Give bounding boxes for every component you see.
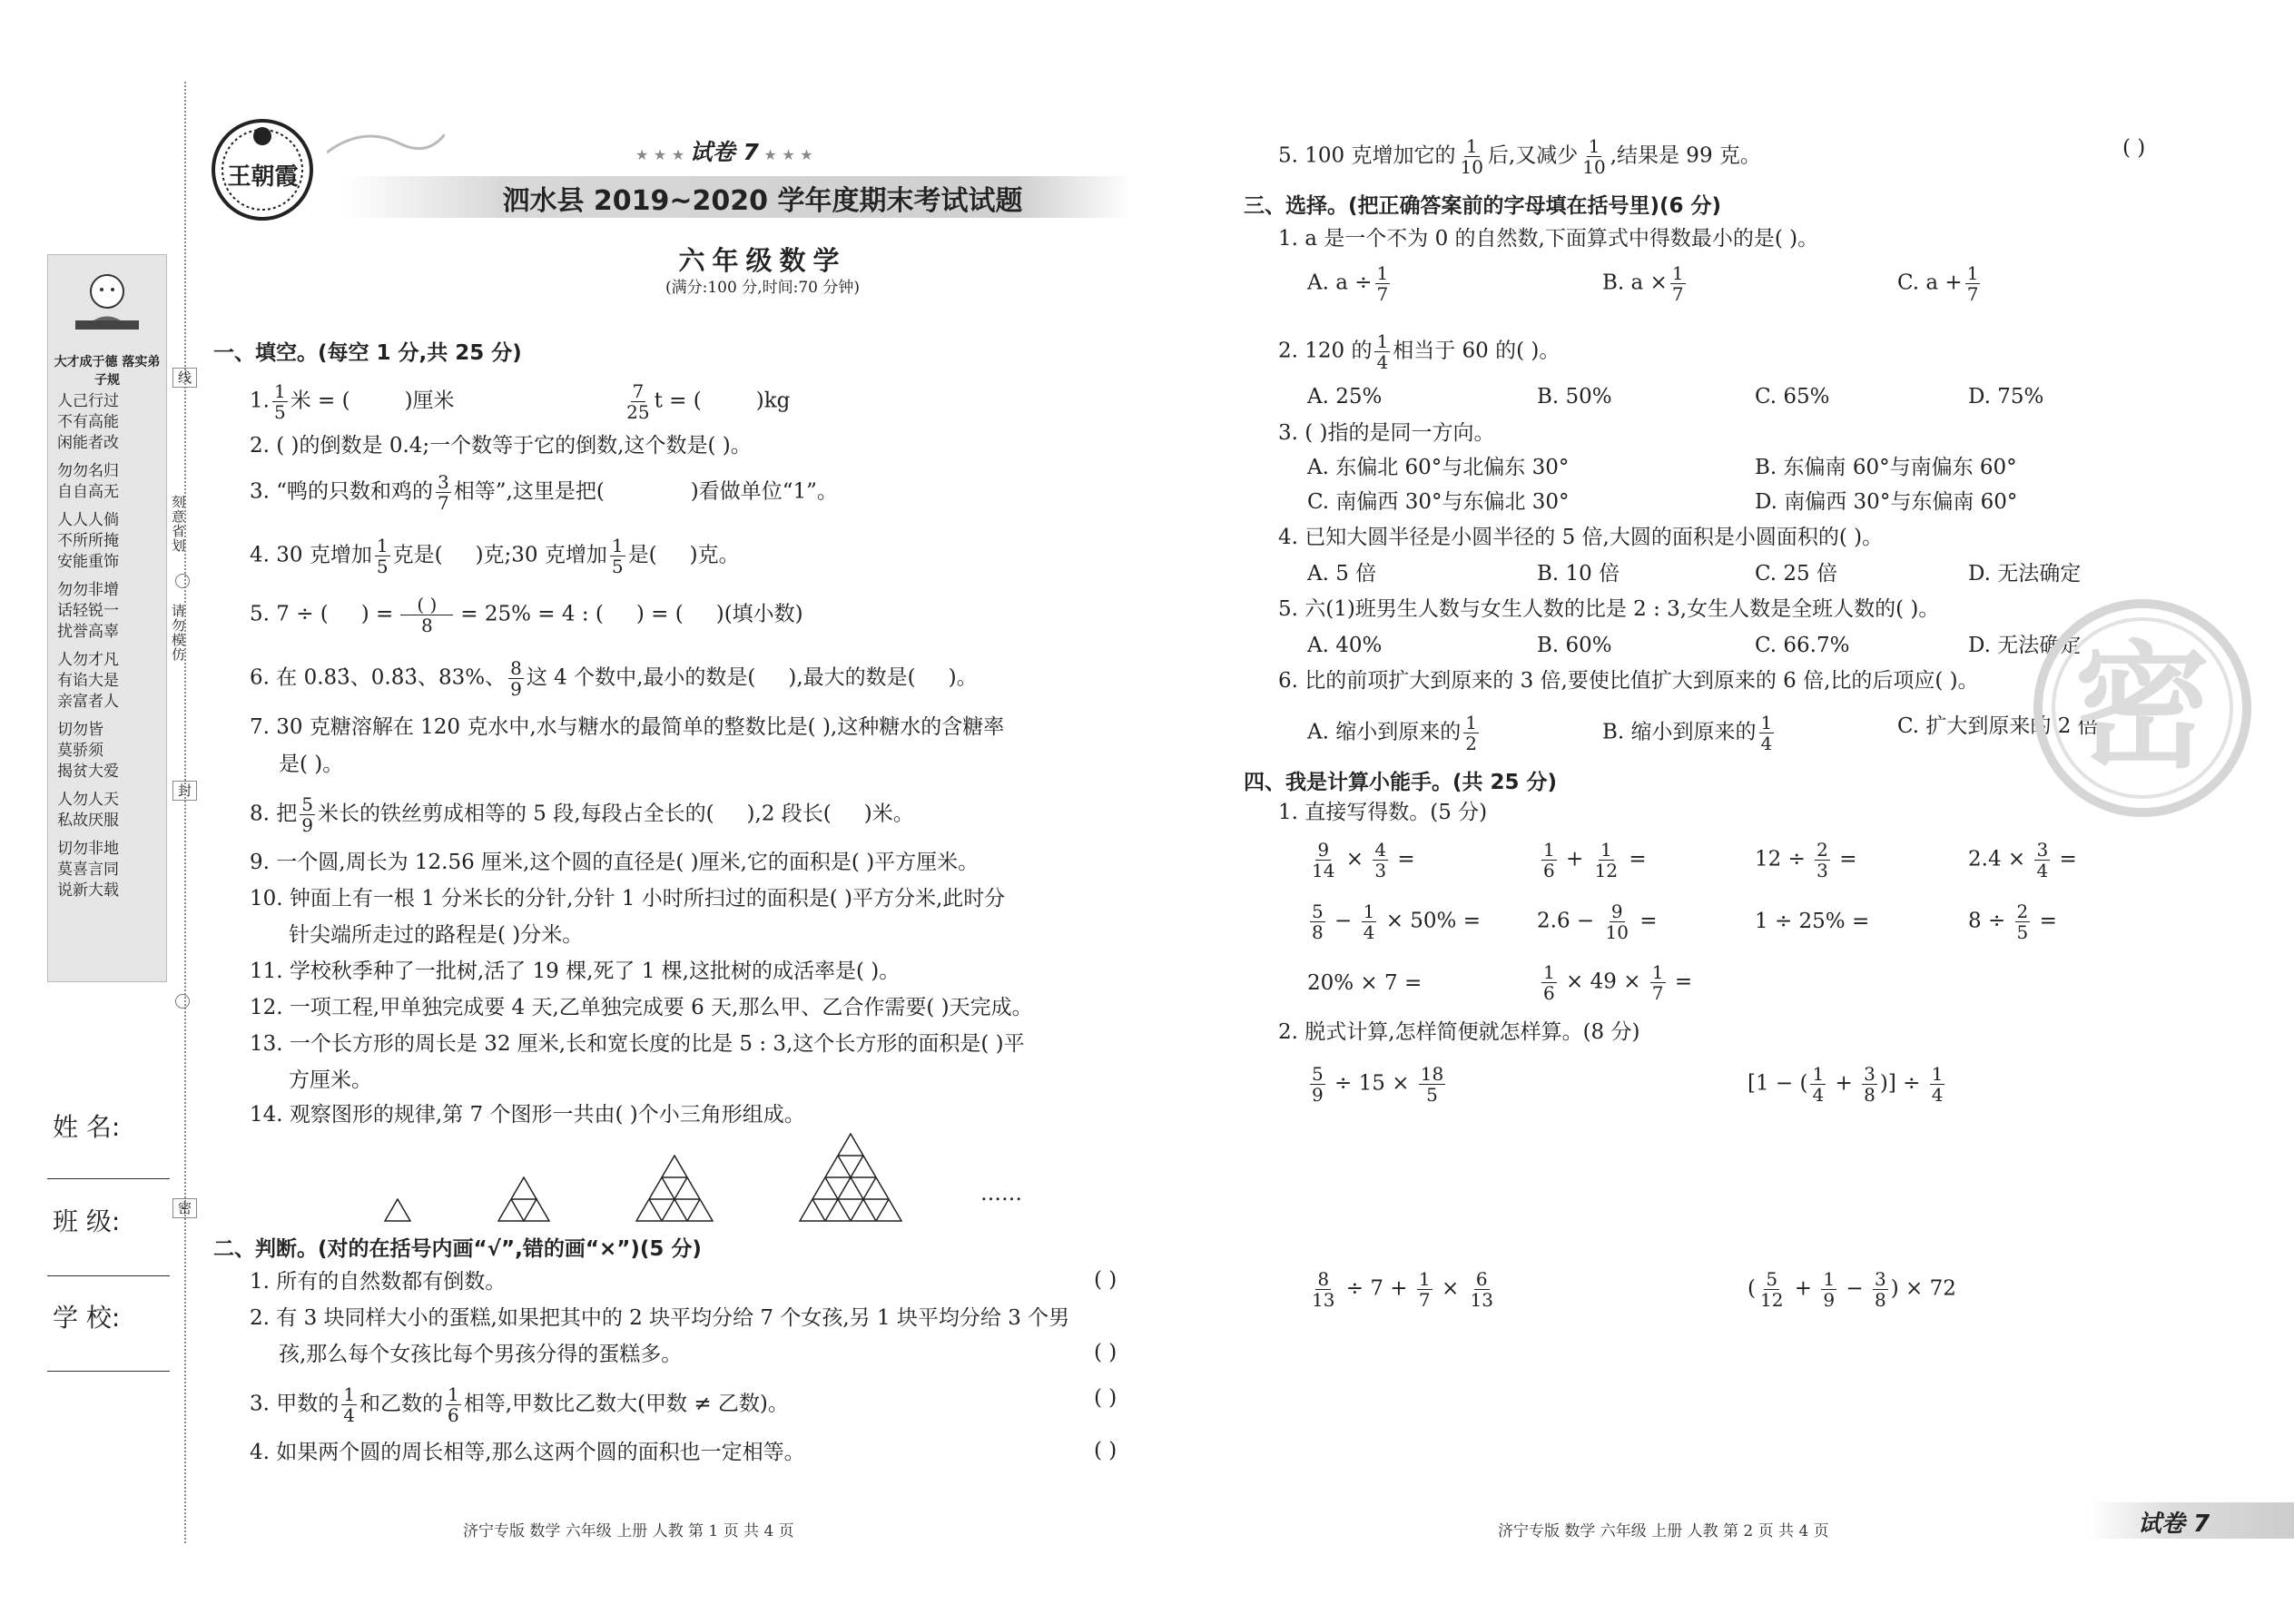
s4-sub1: 1. 直接写得数。(5 分)	[1278, 801, 1488, 824]
calc-c4: ( $\frac{5}{12}$ + $\frac{1}{9}$ − $\frac{3}{8}$ ) × 72	[1748, 1268, 1956, 1311]
s3-q4-option-c: C. 25 倍	[1755, 562, 1837, 586]
s1-q2: 2. ( )的倒数是 0.4;一个数等于它的倒数,这个数是( )。	[250, 434, 752, 458]
motto-line: 人勿才凡	[57, 651, 119, 669]
s3-q4-option-d: D. 无法确定	[1968, 562, 2082, 586]
fraction: $\frac{7}{25}$	[626, 380, 650, 423]
fraction: $\frac{1}{6}$	[1543, 961, 1555, 1004]
triangle-figure-3	[635, 1155, 714, 1222]
motto-line: 私故厌服	[57, 812, 119, 830]
calc-r2-4: 8 ÷ $\frac{2}{5}$ =	[1968, 901, 2057, 943]
motto-line: 说新大载	[57, 881, 119, 900]
s1-q5: 5. 7 ÷ ( ) = $\frac{( )}{8}$ = 25% = 4 : ( ) = ( )(填小数)	[250, 594, 803, 636]
calc-r2-2: 2.6 − $\frac{9}{10}$ =	[1537, 901, 1658, 943]
fraction: $\frac{2}{3}$	[1816, 839, 1828, 881]
s2-q1: 1. 所有的自然数都有倒数。	[250, 1270, 507, 1294]
exam-title: 泗水县 2019~2020 学年度期末考试试题	[502, 185, 1023, 217]
footer-tag: 试卷 7	[2138, 1511, 2210, 1538]
triangle-figure-4	[799, 1133, 902, 1222]
s1-q4: 4. 30 克增加 $\frac{1}{5}$ 克是( )克;30 克增加 $\frac{1}{5}$ 是( )克。	[250, 535, 740, 577]
fraction: $\frac{5}{12}$	[1759, 1268, 1784, 1311]
fraction: $\frac{1}{4}$	[1376, 330, 1389, 373]
motto-line: 揭贫大爱	[57, 763, 119, 781]
fraction: $\frac{1}{7}$	[1418, 1268, 1431, 1311]
s3-q6-option-b: B. 缩小到原来的 $\frac{1}{4}$	[1602, 712, 1773, 754]
section1-title: 一、填空。(每空 1 分,共 25 分)	[213, 341, 522, 365]
fraction: $\frac{1}{7}$	[1671, 262, 1684, 305]
fraction: $\frac{1}{5}$	[611, 535, 624, 577]
motto-line: 闲能者改	[57, 434, 119, 452]
fraction: $\frac{9}{14}$	[1312, 839, 1335, 881]
s3-q3-option-d: D. 南偏西 30°与东偏南 60°	[1755, 490, 2018, 514]
s3-q6-option-c: C. 扩大到原来的 2 倍	[1897, 714, 2099, 738]
calc-c2: [1 − ( $\frac{1}{4}$ + $\frac{3}{8}$ )] ÷ $\frac{1}{4}$	[1748, 1063, 1944, 1106]
calc-r1-1: $\frac{9}{14}$ × $\frac{4}{3}$ =	[1312, 839, 1415, 881]
calc-r3-2: $\frac{1}{6}$ × 49 × $\frac{1}{7}$ =	[1543, 961, 1693, 1004]
answer-paren[interactable]: ( )	[1094, 1341, 1117, 1364]
fraction: $\frac{2}{5}$	[2016, 901, 2029, 943]
binding-dotted-line	[184, 82, 186, 1543]
seal-label-feng: 封	[172, 781, 197, 801]
fraction: $\frac{3}{8}$	[1874, 1268, 1886, 1311]
exam-info: (满分:100 分,时间:70 分钟)	[665, 279, 860, 297]
name-label: 姓 名:	[53, 1112, 121, 1142]
answer-paren[interactable]: ( )	[1094, 1439, 1117, 1462]
paper-tag: ★ ★ ★ 试卷 7 ★ ★ ★	[635, 139, 813, 165]
s1-q3: 3. “鸭的只数和鸡的 $\frac{3}{7}$ 相等”,这里是把( )看做单位“1”。	[250, 471, 838, 514]
class-field[interactable]	[47, 1275, 170, 1276]
section3-title: 三、选择。(把正确答案前的字母填在括号里)(6 分)	[1244, 194, 1722, 218]
s1-q1: 1. $\frac{1}{5}$ 米 = ( )厘米 $\frac{7}{25}$ t = ( )kg	[250, 380, 791, 423]
section2-title: 二、判断。(对的在括号内画“√”,错的画“×”)(5 分)	[213, 1237, 702, 1261]
binding-hole-icon	[175, 574, 190, 588]
section4-title: 四、我是计算小能手。(共 25 分)	[1244, 771, 1558, 794]
s1-q11: 11. 学校秋季种了一批树,活了 19 棵,死了 1 棵,这批树的成活率是( )。	[250, 960, 901, 983]
brand-logo	[211, 118, 315, 222]
s3-q4-option-b: B. 10 倍	[1537, 562, 1620, 586]
fraction: $\frac{18}{5}$	[1420, 1063, 1444, 1106]
motto-line: 勿勿名归	[57, 462, 119, 480]
fraction: $\frac{1}{9}$	[1823, 1268, 1836, 1311]
fraction: $\frac{1}{5}$	[273, 380, 286, 423]
fraction: $\frac{1}{7}$	[1376, 262, 1389, 305]
motto-line: 不有高能	[57, 413, 119, 431]
fraction: $\frac{4}{3}$	[1374, 839, 1387, 881]
fraction: $\frac{1}{4}$	[1363, 901, 1375, 943]
fraction: $\frac{5}{9}$	[1312, 1063, 1324, 1106]
s2-q2-line2: 孩,那么每个女孩比每个男孩分得的蛋糕多。	[279, 1343, 683, 1366]
seal-label-xian: 线	[172, 368, 197, 388]
fraction: $\frac{6}{13}$	[1470, 1268, 1493, 1311]
fraction: $\frac{9}{10}$	[1605, 901, 1629, 943]
calc-r1-2: $\frac{1}{6}$ + $\frac{1}{12}$ =	[1543, 839, 1647, 881]
binding-hole-icon	[175, 994, 190, 1009]
s2-q5: 5. 100 克增加它的 $\frac{1}{10}$ 后,又减少 $\frac{1}{10}$ ,结果是 99 克。	[1278, 135, 1761, 178]
calc-r1-4: 2.4 × $\frac{3}{4}$ =	[1968, 839, 2077, 881]
fraction: $\frac{1}{7}$	[1966, 262, 1979, 305]
s3-q4-option-a: A. 5 倍	[1307, 562, 1377, 586]
s3-q2: 2. 120 的 $\frac{1}{4}$ 相当于 60 的( )。	[1278, 330, 1561, 373]
motto-line: 人人人倘	[57, 511, 119, 529]
motto-line: 莫骄须	[57, 742, 103, 760]
s3-q2-option-b: B. 50%	[1537, 385, 1612, 408]
calc-c3: $\frac{8}{13}$ ÷ 7 + $\frac{1}{7}$ × $\frac{6}{13}$	[1312, 1268, 1493, 1311]
motto-panel	[47, 254, 167, 982]
s3-q6: 6. 比的前项扩大到原来的 3 倍,要使比值扩大到原来的 6 倍,比的后项应( )。	[1278, 669, 1979, 693]
triangle-figure-2	[497, 1176, 550, 1222]
fraction: $\frac{1}{5}$	[376, 535, 389, 577]
paper-tag-text: 试卷 7	[689, 139, 759, 165]
fraction: $\frac{8}{13}$	[1312, 1268, 1335, 1311]
fraction: $\frac{1}{6}$	[448, 1383, 459, 1426]
pattern-ellipsis: ……	[980, 1182, 1022, 1206]
s3-q1-option-a: A. a ÷ $\frac{1}{7}$	[1307, 262, 1389, 305]
s3-q1-option-b: B. a × $\frac{1}{7}$	[1602, 262, 1684, 305]
fraction: $\frac{5}{8}$	[1312, 901, 1324, 943]
fraction: $\frac{8}{9}$	[510, 657, 522, 700]
motto-title: 大才成于德 落实弟子规	[54, 355, 161, 388]
s2-q3: 3. 甲数的 $\frac{1}{4}$ 和乙数的 $\frac{1}{6}$ 相等,甲数比乙数大(甲数 ≠ 乙数)。	[250, 1383, 789, 1426]
motto-line: 扰誉高辜	[57, 623, 119, 641]
s1-q13-line1: 13. 一个长方形的周长是 32 厘米,长和宽长度的比是 5 : 3,这个长方形的面积是( )平	[250, 1032, 1025, 1056]
motto-line: 人己行过	[57, 392, 119, 410]
s2-q4: 4. 如果两个圆的周长相等,那么这两个圆的面积也一定相等。	[250, 1441, 805, 1464]
s3-q6-option-a: A. 缩小到原来的 $\frac{1}{2}$	[1307, 712, 1477, 754]
s3-q2-option-d: D. 75%	[1968, 385, 2044, 408]
motto-line: 话轻锐一	[57, 602, 119, 620]
fraction: $\frac{1}{2}$	[1465, 712, 1477, 754]
fraction: $\frac{1}{10}$	[1460, 135, 1483, 178]
answer-paren[interactable]: ( )	[2122, 136, 2146, 160]
motto-line: 安能重饰	[57, 553, 119, 571]
school-label: 学 校:	[53, 1303, 121, 1333]
motto-line: 自自高无	[57, 483, 119, 501]
s3-q3-option-b: B. 东偏南 60°与南偏东 60°	[1755, 456, 2017, 479]
fraction: $\frac{1}{4}$	[343, 1383, 355, 1426]
fraction: $\frac{1}{4}$	[1931, 1063, 1944, 1106]
calc-c1: $\frac{5}{9}$ ÷ 15 × $\frac{18}{5}$	[1312, 1063, 1444, 1106]
fraction: $\frac{1}{10}$	[1582, 135, 1606, 178]
subject-title: 六年级数学	[678, 245, 847, 276]
s1-q9: 9. 一个圆,周长为 12.56 厘米,这个圆的直径是( )厘米,它的面积是( )平方厘米。	[250, 851, 980, 874]
s1-q8: 8. 把 $\frac{5}{9}$ 米长的铁丝剪成相等的 5 段,每段占全长的( ),2 段长( )米。	[250, 793, 914, 836]
triangle-figure-1	[384, 1198, 411, 1222]
s3-q5-option-c: C. 66.7%	[1755, 634, 1850, 657]
s3-q1-option-c: C. a + $\frac{1}{7}$	[1897, 262, 1979, 305]
mi-seal-glyph: 密	[2073, 629, 2210, 787]
motto-line: 亲富者人	[57, 693, 119, 711]
s3-q5: 5. 六(1)班男生人数与女生人数的比是 2 : 3,女生人数是全班人数的( )。	[1278, 597, 1940, 621]
s3-q4: 4. 已知大圆半径是小圆半径的 5 倍,大圆的面积是小圆面积的( )。	[1278, 526, 1884, 549]
answer-paren[interactable]: ( )	[1094, 1268, 1117, 1292]
s3-q3-option-a: A. 东偏北 60°与北偏东 30°	[1307, 456, 1570, 479]
s3-q1: 1. a 是一个不为 0 的自然数,下面算式中得数最小的是( )。	[1278, 227, 1819, 251]
fraction: $\frac{3}{4}$	[2036, 839, 2049, 881]
s1-q13-line2: 方厘米。	[289, 1068, 372, 1092]
fraction: $\frac{3}{7}$	[438, 471, 449, 514]
s3-q3: 3. ( )指的是同一方向。	[1278, 421, 1495, 445]
s1-q10-line1: 10. 钟面上有一根 1 分米长的分针,分针 1 小时所扫过的面积是( )平方分米,此时分	[250, 887, 1006, 910]
scholar-illustration	[66, 264, 148, 346]
s3-q5-option-b: B. 60%	[1537, 634, 1612, 657]
fraction: $\frac{3}{8}$	[1864, 1063, 1876, 1106]
vertical-note-1: 刻意省划	[170, 495, 186, 553]
fraction: $\frac{1}{4}$	[1812, 1063, 1825, 1106]
s1-q6: 6. 在 0.83̇、0.8̇3̇、83%、 $\frac{8}{9}$ 这 4 个数中,最小的数是( ),最大的数是( )。	[250, 657, 978, 700]
motto-line: 有谄大是	[57, 672, 119, 690]
ribbon-decoration	[327, 125, 445, 162]
motto-line: 切勿皆	[57, 721, 103, 739]
s4-sub2: 2. 脱式计算,怎样简便就怎样算。(8 分)	[1278, 1020, 1640, 1044]
fraction: $\frac{1}{4}$	[1760, 712, 1773, 754]
calc-r1-3: 12 ÷ $\frac{2}{3}$ =	[1755, 839, 1857, 881]
fraction: $\frac{( )}{8}$	[400, 595, 453, 635]
s1-q7-line1: 7. 30 克糖溶解在 120 克水中,水与糖水的最简单的整数比是( ),这种糖水的含糖率	[250, 715, 1005, 739]
school-field[interactable]	[47, 1371, 170, 1372]
calc-r2-1: $\frac{5}{8}$ − $\frac{1}{4}$ × 50% =	[1312, 901, 1481, 943]
mi-seal-watermark	[2033, 599, 2251, 817]
motto-line: 切勿非地	[57, 840, 119, 858]
calc-r2-3: 1 ÷ 25% =	[1755, 910, 1870, 933]
footer-right: 济宁专版 数学 六年级 上册 人教 第 2 页 共 4 页	[1498, 1522, 1829, 1540]
seal-label-mi: 密	[172, 1198, 197, 1218]
s3-q2-option-a: A. 25%	[1307, 385, 1383, 408]
s3-q5-option-a: A. 40%	[1307, 634, 1383, 657]
s3-q2-option-c: C. 65%	[1755, 385, 1830, 408]
fraction: $\frac{1}{6}$	[1543, 839, 1555, 881]
s2-q2-line1: 2. 有 3 块同样大小的蛋糕,如果把其中的 2 块平均分给 7 个女孩,另 1 块平均分给 3 个男	[250, 1306, 1070, 1330]
s1-q10-line2: 针尖端所走过的路程是( )分米。	[289, 923, 584, 947]
calc-r3-1: 20% × 7 =	[1307, 971, 1423, 995]
class-label: 班 级:	[53, 1206, 121, 1236]
s3-q3-option-c: C. 南偏西 30°与东偏北 30°	[1307, 490, 1570, 514]
fraction: $\frac{1}{7}$	[1651, 961, 1664, 1004]
motto-line: 莫喜言同	[57, 861, 119, 879]
fraction: $\frac{5}{9}$	[301, 793, 313, 836]
motto-line: 不所所掩	[57, 532, 119, 550]
s1-q12: 12. 一项工程,甲单独完成要 4 天,乙单独完成要 6 天,那么甲、乙合作需要( )天完成。	[250, 996, 1033, 1019]
fraction: $\frac{1}{12}$	[1594, 839, 1619, 881]
s1-q14: 14. 观察图形的规律,第 7 个图形一共由( )个小三角形组成。	[250, 1103, 805, 1127]
footer-left: 济宁专版 数学 六年级 上册 人教 第 1 页 共 4 页	[463, 1522, 794, 1540]
name-field[interactable]	[47, 1178, 170, 1179]
motto-line: 勿勿非增	[57, 581, 119, 599]
s1-q7-line2: 是( )。	[279, 753, 344, 776]
brand-name: 王朝霞	[227, 163, 299, 191]
s3-q5-option-d: D. 无法确定	[1968, 634, 2082, 657]
answer-paren[interactable]: ( )	[1094, 1386, 1117, 1410]
motto-line: 人勿人天	[57, 791, 119, 809]
motto-columns	[57, 391, 159, 901]
vertical-note-2: 请勿模仿	[170, 604, 186, 662]
